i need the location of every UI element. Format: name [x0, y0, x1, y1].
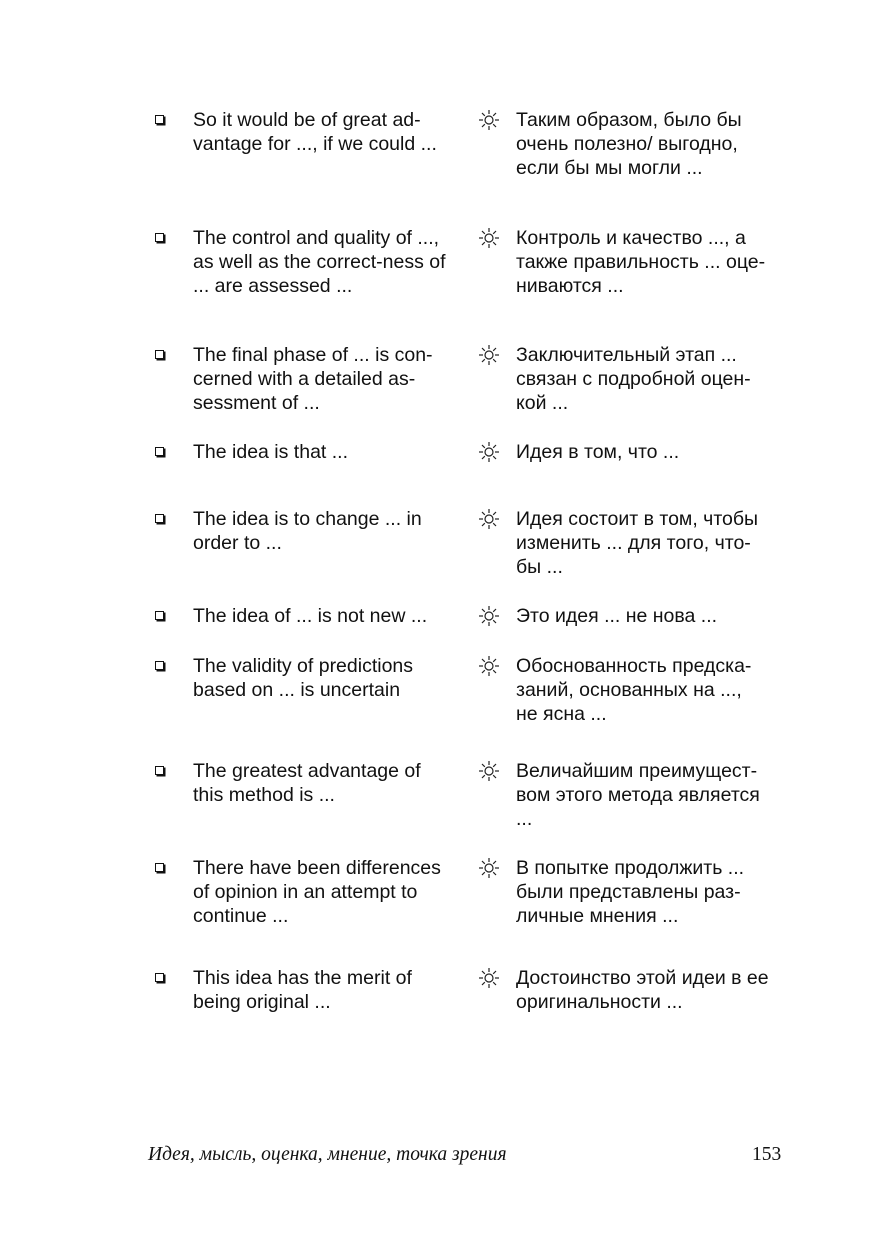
sun-icon — [478, 760, 500, 782]
russian-translation: Таким образом, было бы очень полезно/ выгодно, если бы мы могли ... — [516, 109, 742, 179]
english-phrase: The idea is to change ... in order to ... — [193, 508, 422, 554]
sun-icon — [478, 109, 500, 131]
sun-icon — [478, 655, 500, 677]
checkbox-bullet-icon — [155, 115, 164, 124]
russian-translation: Достоинство этой идеи в ее оригинальности ... — [516, 967, 769, 1013]
checkbox-bullet-icon — [155, 611, 164, 620]
english-phrase: The validity of predictions based on ... is uncertain — [193, 655, 414, 701]
english-phrase: The idea of ... is not new ... — [193, 605, 428, 627]
sun-icon — [478, 857, 500, 879]
sun-icon — [478, 344, 500, 366]
checkbox-bullet-icon — [155, 863, 164, 872]
sun-icon — [478, 967, 500, 989]
english-phrase: There have been differences of opinion in an attempt to continue ... — [193, 857, 441, 927]
checkbox-bullet-icon — [155, 350, 164, 359]
checkbox-bullet-icon — [155, 447, 164, 456]
russian-translation: Величайшим преимущест- вом этого метода является ... — [516, 760, 760, 830]
english-phrase: The final phase of ... is con- cerned with a detailed as- sessment of ... — [193, 344, 433, 414]
checkbox-bullet-icon — [155, 233, 164, 242]
checkbox-bullet-icon — [155, 514, 164, 523]
english-phrase: The idea is that ... — [193, 441, 349, 463]
russian-translation: Идея в том, что ... — [516, 441, 680, 463]
russian-translation: В попытке продолжить ... были представлены раз- личные мнения ... — [516, 857, 745, 927]
russian-translation: Идея состоит в том, чтобы изменить ... для того, что- бы ... — [516, 508, 759, 578]
sun-icon — [478, 441, 500, 463]
checkbox-bullet-icon — [155, 661, 164, 670]
russian-translation: Контроль и качество ..., а также правильность ... оце- ниваются ... — [516, 227, 766, 297]
russian-translation: Обоснованность предска- заний, основанных на ..., не ясна ... — [516, 655, 752, 725]
page-number: 153 — [752, 1144, 782, 1165]
sun-icon — [478, 227, 500, 249]
english-phrase: The control and quality of ..., as well as the correct-ness of ... are assessed ... — [193, 227, 446, 297]
running-footer-title: Идея, мысль, оценка, мнение, точка зрения — [148, 1144, 507, 1165]
english-phrase: This idea has the merit of being original ... — [193, 967, 412, 1013]
russian-translation: Заключительный этап ... связан с подробной оцен- кой ... — [516, 344, 751, 414]
sun-icon — [478, 605, 500, 627]
english-phrase: The greatest advantage of this method is ... — [193, 760, 421, 806]
checkbox-bullet-icon — [155, 973, 164, 982]
sun-icon — [478, 508, 500, 530]
english-phrase: So it would be of great ad- vantage for ..., if we could ... — [193, 109, 437, 155]
checkbox-bullet-icon — [155, 766, 164, 775]
russian-translation: Это идея ... не нова ... — [516, 605, 718, 627]
